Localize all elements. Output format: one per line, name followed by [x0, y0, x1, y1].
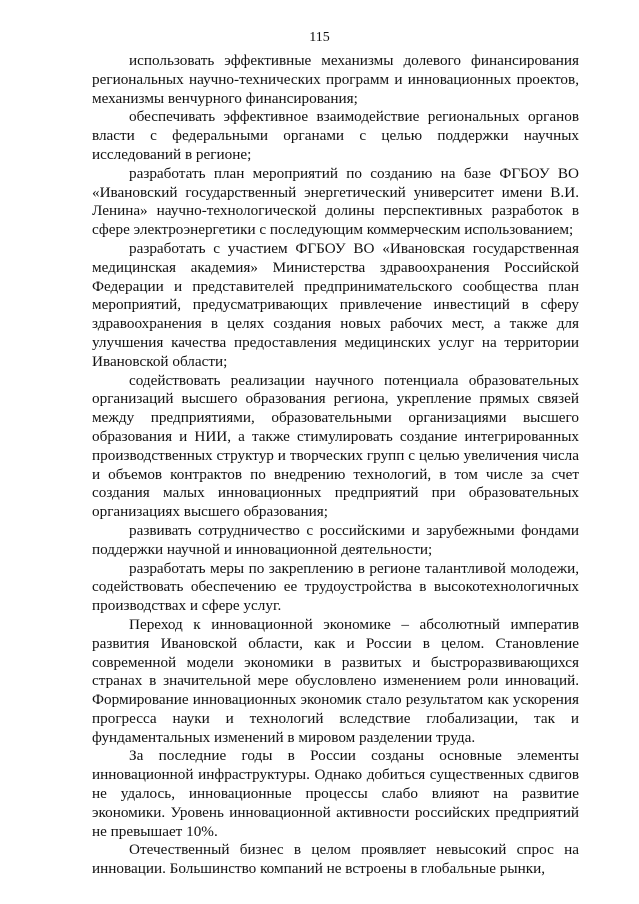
document-body	[92, 52, 579, 879]
paragraph: За последние годы в России созданы основные элементы инновационной инфраструктуры. Однако добиться существенных сдвигов не удалось, инновационные процессы слабо влияют на развитие экономики. Уровень инновационной активности российских предприятий не превышает 10%.	[92, 747, 579, 840]
paragraph: содействовать реализации научного потенциала образовательных организаций высшего образования региона, укрепление прямых связей между предприятиями, образовательными организациями высшего образования и НИИ, а также стимулировать создание интегрированных производственных структур и творческих групп с целью увеличения числа и объемов контрактов по внедрению технологий, в том числе за счет создания малых инновационных предприятий при образовательных организациях высшего образования;	[92, 371, 579, 521]
paragraph: обеспечивать эффективное взаимодействие региональных органов власти с федеральными органами с целью поддержки научных исследований в регионе;	[92, 108, 579, 163]
paragraph: разработать план мероприятий по созданию на базе ФГБОУ ВО «Ивановский государственный энергетический университет имени В.И. Ленина» научно-технологической долины перспективных разработок в сфере электроэнергетики с последующим коммерческим использованием;	[92, 164, 579, 239]
paragraph: использовать эффективные механизмы долевого финансирования региональных научно-технических программ и инновационных проектов, механизмы венчурного финансирования;	[92, 52, 579, 107]
paragraph: разработать меры по закреплению в регионе талантливой молодежи, содействовать обеспечению ее трудоустройства в высокотехнологичных производствах и сфере услуг.	[92, 559, 579, 615]
paragraph: Переход к инновационной экономике – абсолютный императив развития Ивановской области, как и России в целом. Становление современной модели экономики в развитых и быстроразвивающихся странах в значительной мере обусловлено изменением роли инноваций. Формирование инновационных экономик стало результатом как ускорения прогресса науки и технологий вследствие глобализации, так и фундаментальных изменений в мировом разделении труда.	[92, 615, 579, 746]
paragraph: разработать с участием ФГБОУ ВО «Ивановская государственная медицинская академия» Министерства здравоохранения Российской Федерации и представителей предпринимательского сообщества план мероприятий, предусматривающих привлечение инвестиций в сферу здравоохранения в целях создания новых рабочих мест, а также для улучшения качества предоставления медицинских услуг на территории Ивановской области;	[92, 239, 579, 370]
page-number: 115	[309, 30, 330, 45]
paragraph: развивать сотрудничество с российскими и зарубежными фондами поддержки научной и инновационной деятельности;	[92, 521, 579, 558]
paragraph: Отечественный бизнес в целом проявляет невысокий спрос на инновации. Большинство компаний не встроены в глобальные рынки,	[92, 841, 579, 878]
